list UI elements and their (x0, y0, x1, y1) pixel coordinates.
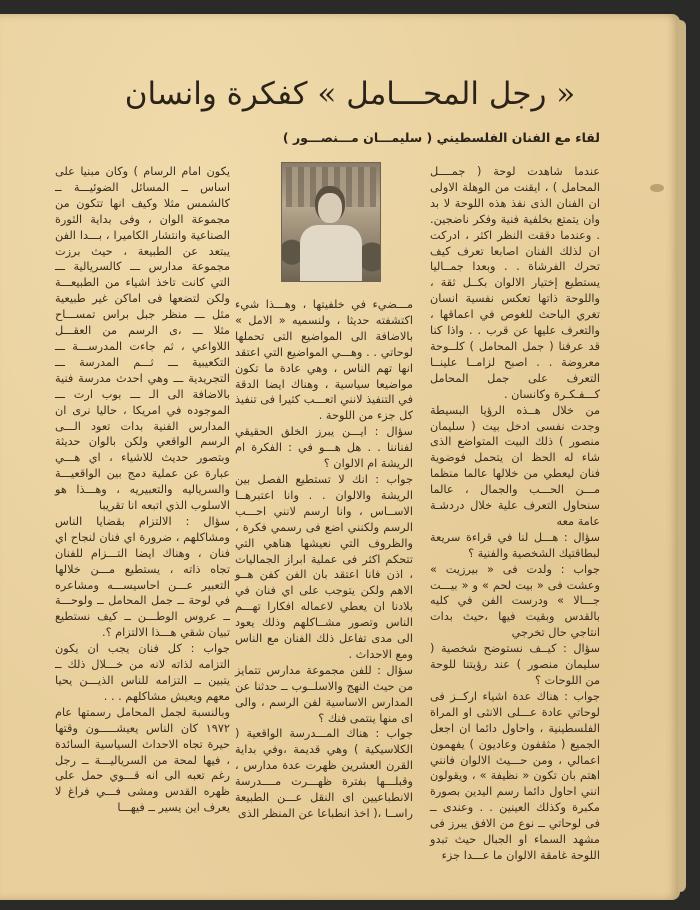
paper-stain (650, 184, 664, 192)
paragraph: مـــضيء في خلفيتها ، وهـــذا شيء اكتشفته حديثا ، ولنسميه « الامل » بالاضافة الى المواضيع التى تحملها لوحاتي . . وهـــي المواضيع التي اعتقد انها تهم الناس ، وهي عادة ما تكون مواضيعا سياسية ، وهناك ايضا الدقة في التنفيذ لانني اتعـــب كثيرا فى تنفيذ كل جزء من اللوحة . (235, 298, 413, 423)
question: سؤال : ايـــن يبرز الخلق الحقيقي لفناننا . . هل هـــو في : الفكرة ام الريشة ام الالوان ؟ (235, 425, 413, 471)
column-left (55, 164, 230, 816)
answer: جواب : هناك المـــدرسة الواقعية ( الكلاسيكية ) وهي قديمة ،وفي بداية القرن العشرين ظهرت عدة مدارس ، وقبلـــها بفترة ظهـــرت مــــدرسة الانطباعيين اى النقل عـــن الطبيعة راســا ،( اخذ انطباعا عن المنظر الذى (235, 727, 413, 820)
page-edge (678, 20, 686, 892)
article-title: « رجل المحـــامل » كفكرة وانسان (124, 76, 576, 112)
question: سؤال : كيــف نستوضح شخصية ( سليمان منصور ) عند رؤيتنا للوحة من اللوحات ؟ (430, 642, 600, 687)
photo-figure-head (318, 193, 342, 223)
paragraph: من خلال هــذه الرؤيا البسيطة وجدت نفسى ادخل بيت ( سليمان منصور ) ذلك البيت المتواضع الذى شاء له الحظ ان يتحمل فوضوية فنان ليعطي من خلالها عالما منظما مـــن الحـــب والجمال ، عالما سنحاول التعرف علية خلال دردشـة عامة معه (430, 403, 600, 528)
paragraph: وبالنسبة لجمل المحامل رسمتها عام ١٩٧٢ كان الناس يعيشـــــون وقتها حيرة تجاه الاحداث السياسية السائدة ، فيها لمحة من السرياليـــة ــ رجل رغم تعبه الى انه قـــوي حمل على ظهره القدس ومشى فـــي فراغ لا يعرف اين يسير ــ فيهـــا (55, 705, 230, 815)
paragraph: يكون امام الرسام ) وكان مبنيا على اساس ــ المسائل الضوئيـــة ــ كالشمس مثلا وكيف انها تتكون من مجموعة الوان ، وفى بداية الثورة الصناعية وانتشار الكاميرا ، بـــدا الفن يبتعد عن الطبيعة ، حيث برزت مجموعة مدارس ـــ كالسريالية ـــ التي كانت تاخذ اشياء من الطبيعـــة ولكن لتضعها فى اماكن غير طبيعية مثل ـــ منظر جبل براس تمســـاح مثلا ـــ ،ى الرسم من العقـــل اللاواعي ، ثم جاءت المدرســـة ـــ التكعيبية ـــ ثـــم المدرسة ـــ التجريدية ـــ وهي احدث مدرسة فنية بالاضافة الى الـ ـــ بوب ارت ـــ الموجوده في امريكا ، حاليا نرى ان المدارس الفنية بدات تعود الـــى الرسم الواقعي ولكن بالوان حديثة وبتصور حديث للاشياء ، اي هـــي عبارة عن عملية دمج بين الواقعيـــة والسرياليه والتعبيريه ، وهـــذا هو الاسلوب الذي اتبعه انا تقريبا (55, 165, 230, 513)
photo-figure-body (300, 225, 362, 281)
answer: جواب : كل فنان يجب ان يكون التزامه لذاته لانه من خـــلال ذلك ــ يتبين ــ التزامه للناس الذيـــن يحيا معهم ويعيش مشاكلهم . . . (55, 642, 230, 703)
question: سؤال : هـــل لنا في قراءة سريعة لبطاقتيك الشخصية والفنية ؟ (430, 530, 600, 560)
question: سؤال : للفن مجموعة مدارس تتمايز من حيث النهج والاسلــوب ــ حدثنا عن المدارس الاساسية لفن الرسم ، والى اى منها ينتمى فنك ؟ (235, 663, 413, 725)
answer: جواب : انك لا تستطيع الفصل بين الريشة والالوان . . وانا اعتبرهــا الاســاس ، وانا ارسم لانني احـــب الرسم ولكنني اضع فى رسمي فكرة ، والظروف التي نعيشها هناهي التي تتحكم اكثر فى عملية ابراز الجماليات ، اذن فانا اعتقد بان الفن كفن هــو الاهم ولكن يتوجب على اي فنان في بلادنا ان يعطي لاعماله افكارا تهـــم الناس وتصور مشــاكلهم وذلك يعود الى مدى تفاعل ذلك الفنان مع الناس ومع الاحداث . (235, 472, 413, 661)
magazine-page (0, 14, 680, 900)
column-right (430, 164, 600, 864)
answer: جواب : هناك عدة اشياء اركــز فى لوحاتي عادة عـــلى الانثى او المراة الفلسطينية ، واحاول دائما ان اجعل الجميع ( مثقفون وعاديون ) يفهمون اعمالي ، ومن حـــيث الالوان فانني اهتم بان تكون « نظيفة » ، ويقولون انني احاول دائما رسم اليدين بصورة مكبرة وكذلك العينين . . وعندى ــ فى لوحاتي ــ نوع من الافق يبرز فى مشهد السماء او الجبال حيث تبدو اللوحة غامقة الالوان ما عـــدا جزء (430, 689, 600, 862)
article-subtitle: لقاء مع الفنان الفلسطيني ( سليمـــان مـــنصـــور ) (282, 130, 600, 145)
artist-photo (281, 162, 381, 282)
question: سؤال : الالتزام بقضايا الناس ومشاكلهم ، ضرورة اي فنان لنجاح اي فنان ، وهناك ايضا التـــزام للفنان تجاه ذاته ، يستطيع مـــن خلالها التعبير عـــن احاسيســـه ومشاعره في لوحة ــ جمل المحامل ــ ولوحـــة ــ عروس الوطـــن ــ كيف نستطيع تبيان شقي هـــذا الالتزام ؟. (55, 514, 230, 640)
paragraph: عندما شاهدت لوحة ( جمــــل المحامل ) ، ايقنت من الوهلة الاولى ان الفنان الذى نفذ هذه اللوحة لا بد وان يتمتع بخلفية فنية وفكر ناضجين. . وعندما دققت النظر اكثر ، ادركت ان لذلك الفنان اصابعا تعرف كيف تحرك الفرشاة . . وبعدا جمــاليا يستطيع إختيار الالوان بكــل ثقة ، واللوحة ذاتها تعكس نفسية انسان تغري الباحث للغوص في اعماقها ، والتعرف عليها عن قرب . . واذا كنا قد عرفنا ( جمل المحامل ) كلــوحة معروضة . . اصبح لزامــا علينــا التعرف على جمل المحامل كـــفـكـرة وكانسان . (430, 165, 600, 401)
answer: جواب : ولدت فى « بيرزيت » وعشت فى « بيت لحم » و « بيـــت جـــالا » ودرست الفن في كليه بالقدس وبقيت فيها ،حيث بدات انتاجي حال تخرجي (430, 562, 600, 640)
column-middle (235, 297, 413, 822)
